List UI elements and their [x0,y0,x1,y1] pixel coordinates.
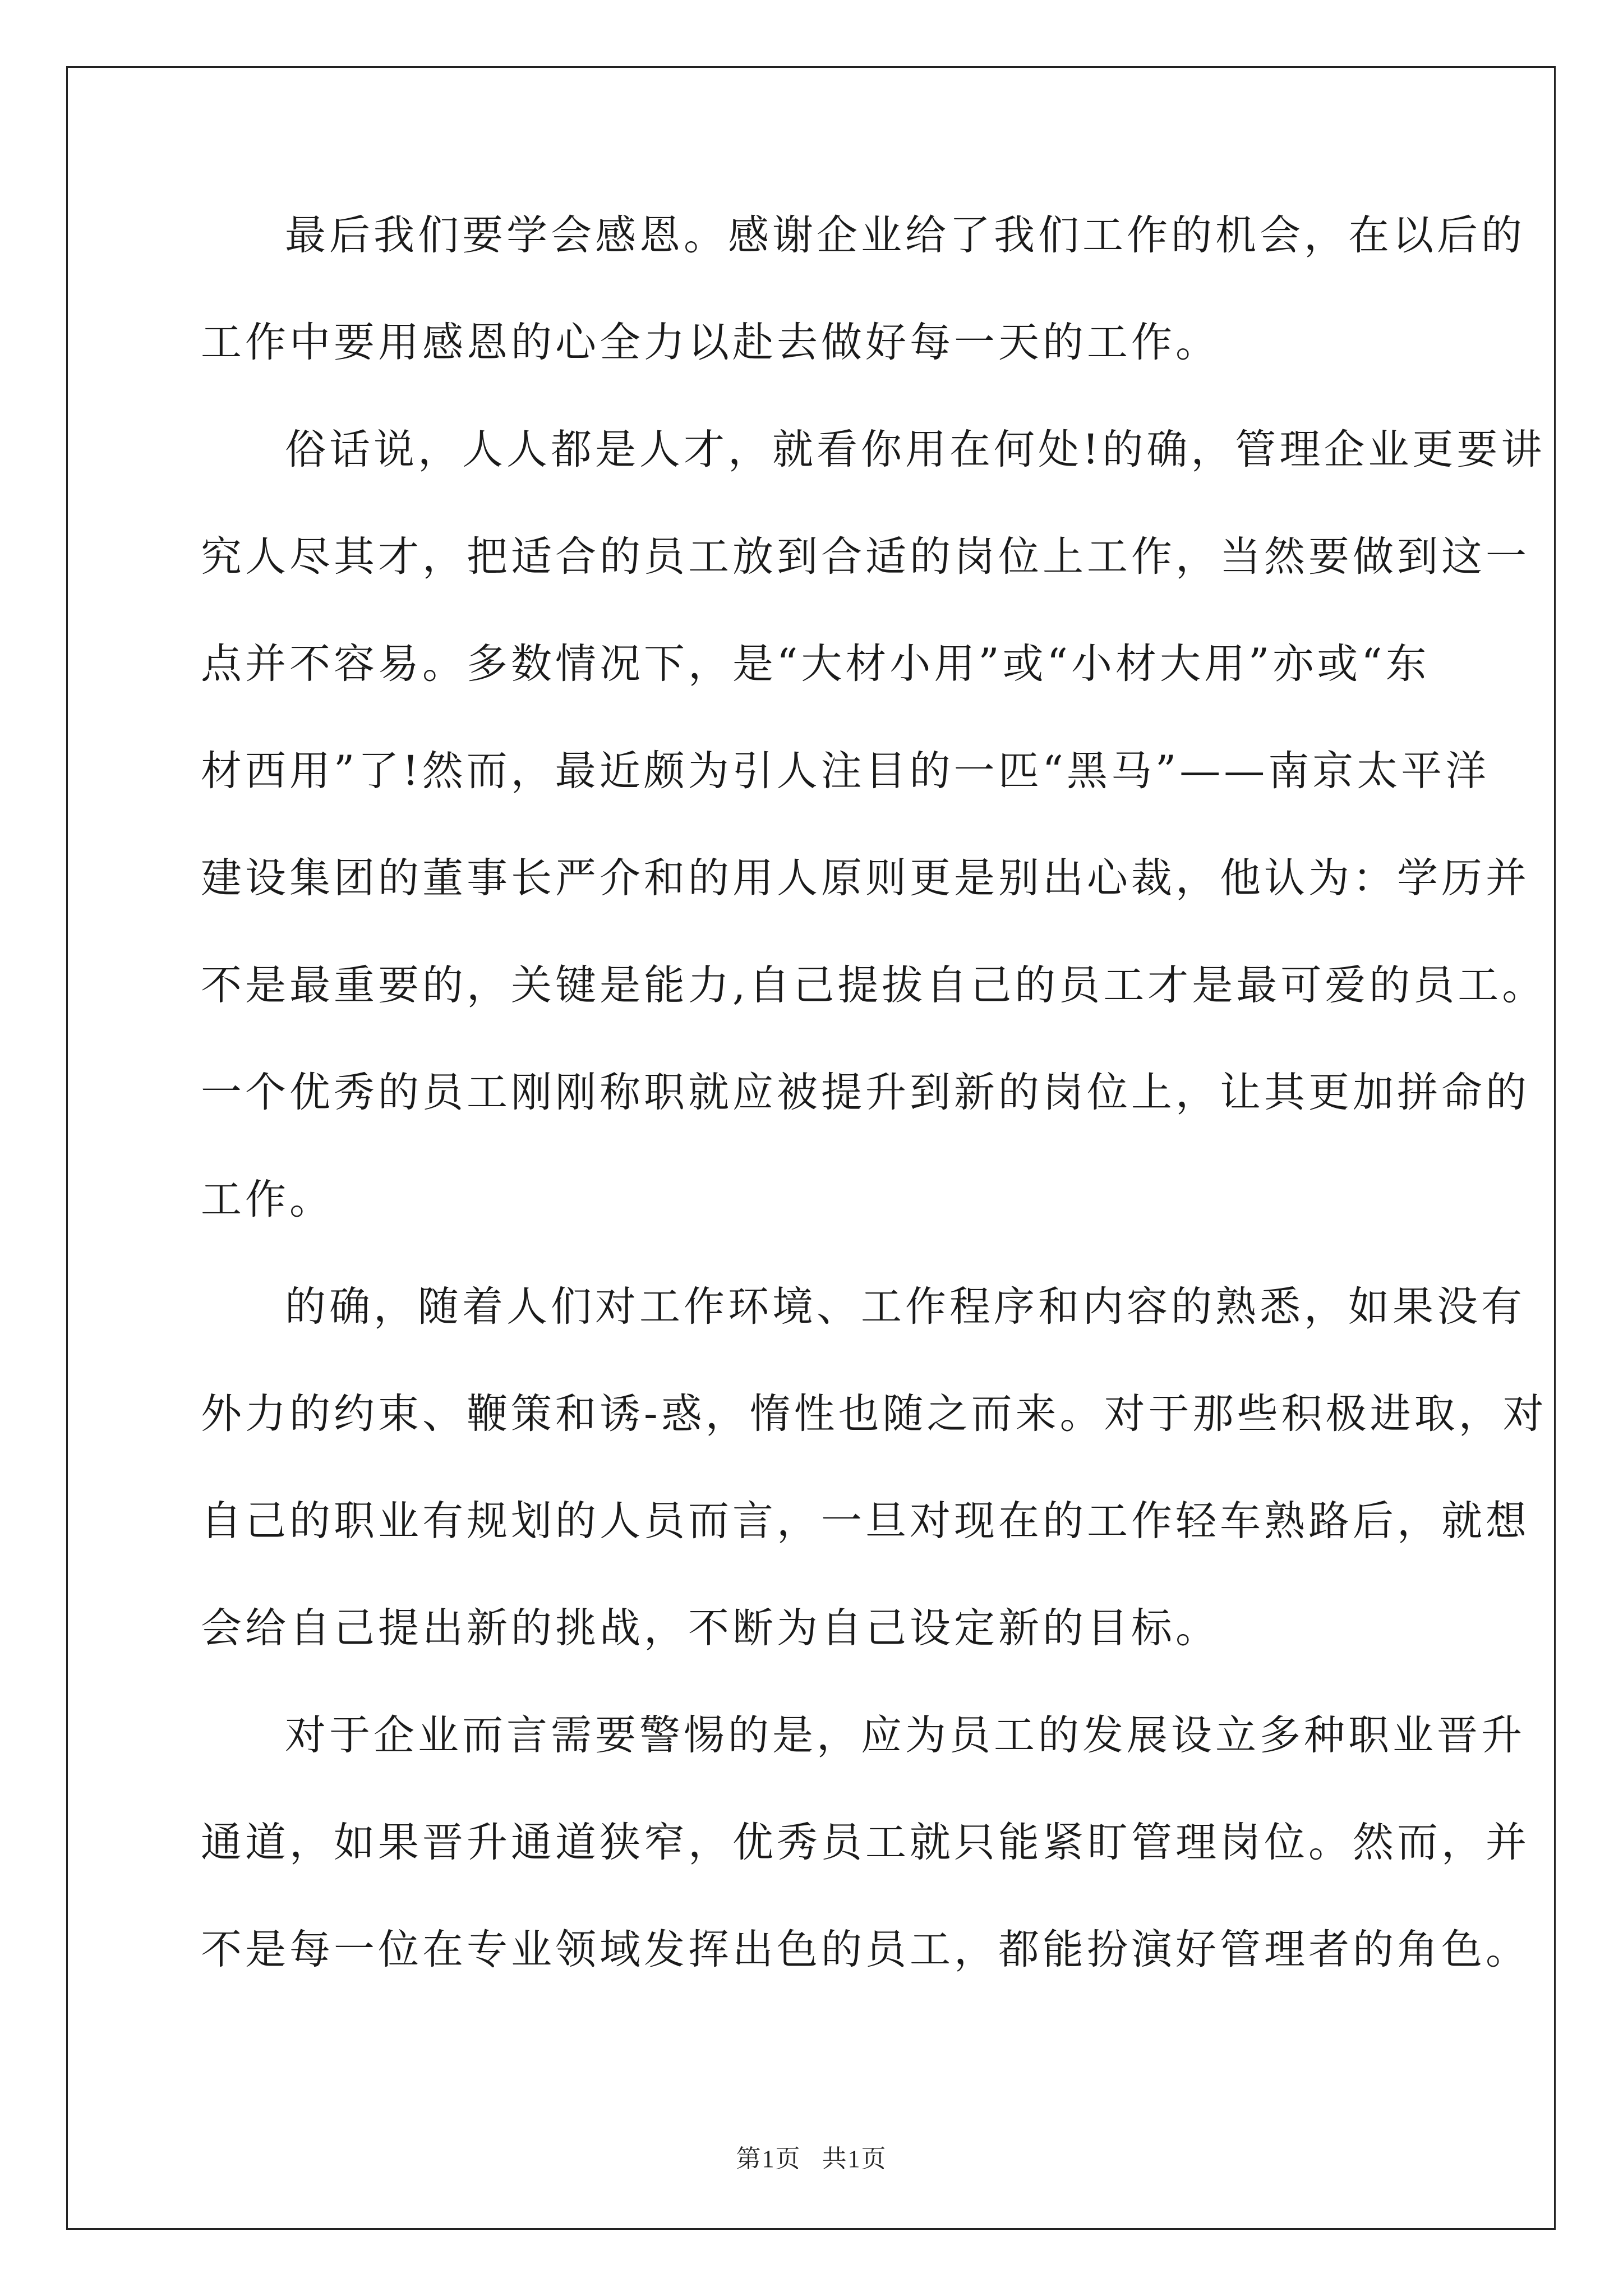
text-line: 不是每一位在专业领域发挥出色的员工，都能扮演好管理者的角色。 [201,1926,1530,1973]
text-line: 点并不容易。多数情况下，是“大材小用”或“小材大用”亦或“东 [201,640,1430,688]
text-line: 对于企业而言需要警惕的是，应为员工的发展设立多种职业晋升 [285,1711,1525,1759]
text-line: 自己的职业有规划的人员而言，一旦对现在的工作轻车熟路后，就想 [201,1497,1530,1545]
paragraph-gratitude [201,211,1525,366]
text-line: 会给自己提出新的挑战，不断为自己设定新的目标。 [201,1604,1220,1652]
paragraph-talent [201,426,1547,1223]
text-line: 工作中要用感恩的心全力以赴去做好每一天的工作。 [201,319,1220,366]
paragraph-inertia [201,1283,1547,1652]
page-number: 第1页 [736,2145,801,2173]
text-line: 一个优秀的员工刚刚称职就应被提升到新的岗位上，让其更加拼命的 [201,1069,1530,1116]
text-line: 俗话说，人人都是人才，就看你用在何处!的确，管理企业更要讲 [285,426,1546,473]
document-body [201,211,1547,2036]
text-line: 不是最重要的，关键是能力,自己提拔自己的员工才是最可爱的员工。 [201,961,1547,1009]
text-line: 究人尽其才，把适合的员工放到合适的岗位上工作，当然要做到这一 [201,533,1530,581]
paragraph-career-paths [201,1711,1530,1973]
text-line: 的确，随着人们对工作环境、工作程序和内容的熟悉，如果没有 [285,1283,1525,1331]
page-footer [0,2138,1623,2174]
page-total: 共1页 [822,2145,887,2173]
text-line: 最后我们要学会感恩。感谢企业给了我们工作的机会，在以后的 [285,211,1525,259]
text-line: 外力的约束、鞭策和诱-惑，惰性也随之而来。对于那些积极进取，对 [201,1390,1547,1438]
text-line: 工作。 [201,1176,334,1223]
text-line: 通道，如果晋升通道狭窄，优秀员工就只能紧盯管理岗位。然而，并 [201,1819,1530,1866]
text-line: 材西用”了!然而，最近颇为引人注目的一匹“黑马”——南京太平洋 [201,747,1490,795]
text-line: 建设集团的董事长严介和的用人原则更是别出心裁，他认为：学历并 [201,854,1530,902]
